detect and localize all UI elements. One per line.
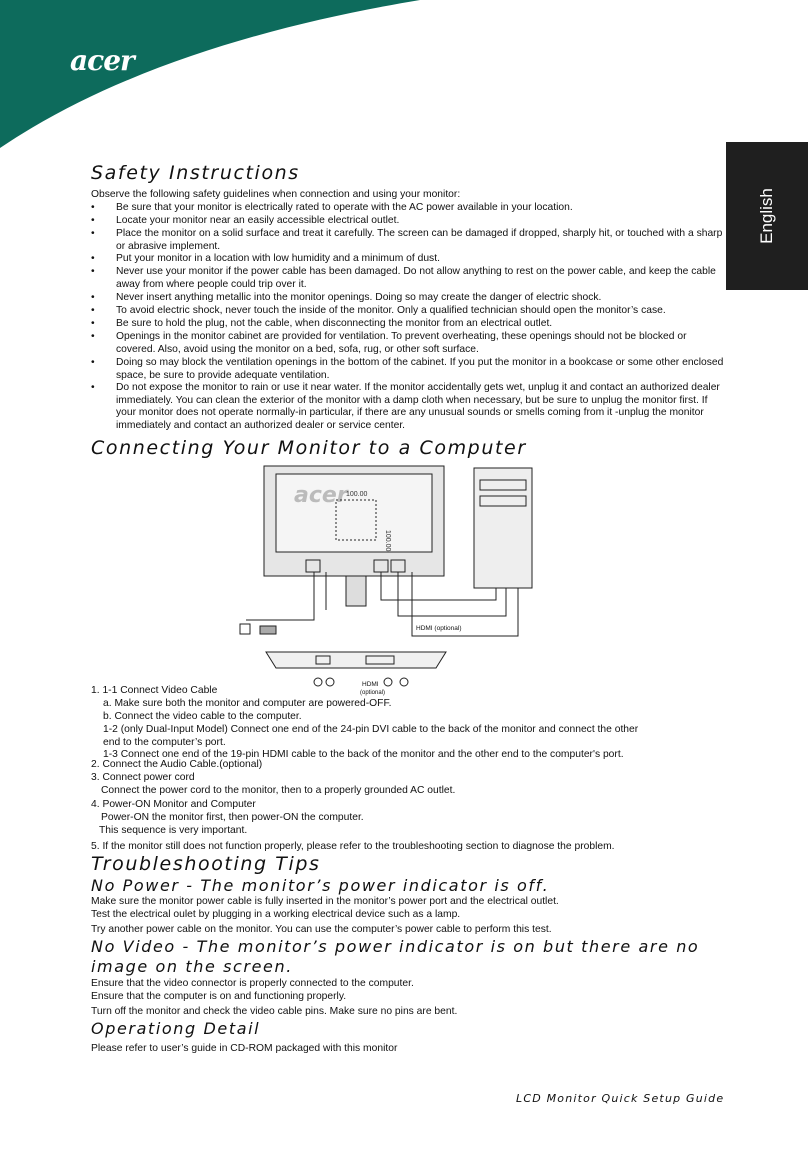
no-power-title: No Power - The monitor’s power indicator is off. bbox=[91, 876, 550, 895]
operation-title: Operationg Detail bbox=[91, 1019, 261, 1038]
safety-intro: Observe the following safety guidelines when connection and using your monitor: bbox=[91, 189, 461, 200]
no-video-title-2: image on the screen. bbox=[91, 957, 293, 976]
hdmi-optional-label: (optional) bbox=[360, 690, 386, 696]
step-line: end to the computer’s port. bbox=[103, 737, 226, 748]
language-tab bbox=[726, 142, 808, 290]
step-line: 2. Connect the Audio Cable.(optional) bbox=[91, 759, 263, 770]
footer-title: LCD Monitor Quick Setup Guide bbox=[516, 1092, 725, 1105]
no-power-line: Test the electrical oulet by plugging in a working electrical device such as a lamp. bbox=[91, 909, 461, 920]
no-video-line: Ensure that the video connector is properly connected to the computer. bbox=[91, 978, 414, 989]
no-video-line: Turn off the monitor and check the video cable pins. Make sure no pins are bent. bbox=[91, 1006, 458, 1017]
step-line: a. Make sure both the monitor and computer are powered-OFF. bbox=[103, 698, 392, 709]
safety-title: Safety Instructions bbox=[91, 162, 300, 184]
step-line: 1. 1-1 Connect Video Cable bbox=[91, 685, 218, 696]
step-line: 1-2 (only Dual-Input Model) Connect one end of the 24-pin DVI cable to the back of the monitor and connect the other bbox=[103, 724, 639, 735]
step-line: 4. Power-ON Monitor and Computer bbox=[91, 799, 256, 810]
no-power-line: Make sure the monitor power cable is fully inserted in the monitor’s power port and the electrical outlet. bbox=[91, 896, 559, 907]
acer-logo: acer bbox=[70, 44, 134, 77]
no-video-line: Ensure that the computer is on and functioning properly. bbox=[91, 991, 347, 1002]
step-line: b. Connect the video cable to the computer. bbox=[103, 711, 302, 722]
step-line: 3. Connect power cord bbox=[91, 772, 195, 783]
no-power-line: Try another power cable on the monitor. You can use the computer’s power cable to perform this test. bbox=[91, 924, 552, 935]
connecting-title: Connecting Your Monitor to a Computer bbox=[91, 437, 527, 459]
connection-diagram bbox=[236, 460, 536, 700]
operation-text: Please refer to user’s guide in CD-ROM packaged with this monitor bbox=[91, 1043, 398, 1054]
step-line: 5. If the monitor still does not function properly, please refer to the troubleshooting section to diagnose the problem. bbox=[91, 841, 615, 852]
hdmi-bottom-label: HDMI bbox=[362, 681, 379, 688]
troubleshooting-title: Troubleshooting Tips bbox=[91, 853, 321, 875]
step-line: Connect the power cord to the monitor, then to a properly grounded AC outlet. bbox=[101, 785, 456, 796]
hdmi-label: HDMI (optional) bbox=[416, 625, 462, 632]
dim-label-2: 100.00 bbox=[384, 530, 391, 552]
dim-label-1: 100.00 bbox=[346, 491, 368, 498]
diagram-logo: acer bbox=[294, 483, 348, 508]
step-line: This sequence is very important. bbox=[99, 825, 248, 836]
language-tab-label: English bbox=[757, 188, 776, 244]
header-banner bbox=[0, 0, 420, 150]
step-line: Power-ON the monitor first, then power-ON the computer. bbox=[101, 812, 364, 823]
step-line: 1-3 Connect one end of the 19-pin HDMI cable to the back of the monitor and the other end to the computer's port. bbox=[103, 749, 624, 760]
no-video-title: No Video - The monitor’s power indicator is on but there are no bbox=[91, 937, 700, 956]
